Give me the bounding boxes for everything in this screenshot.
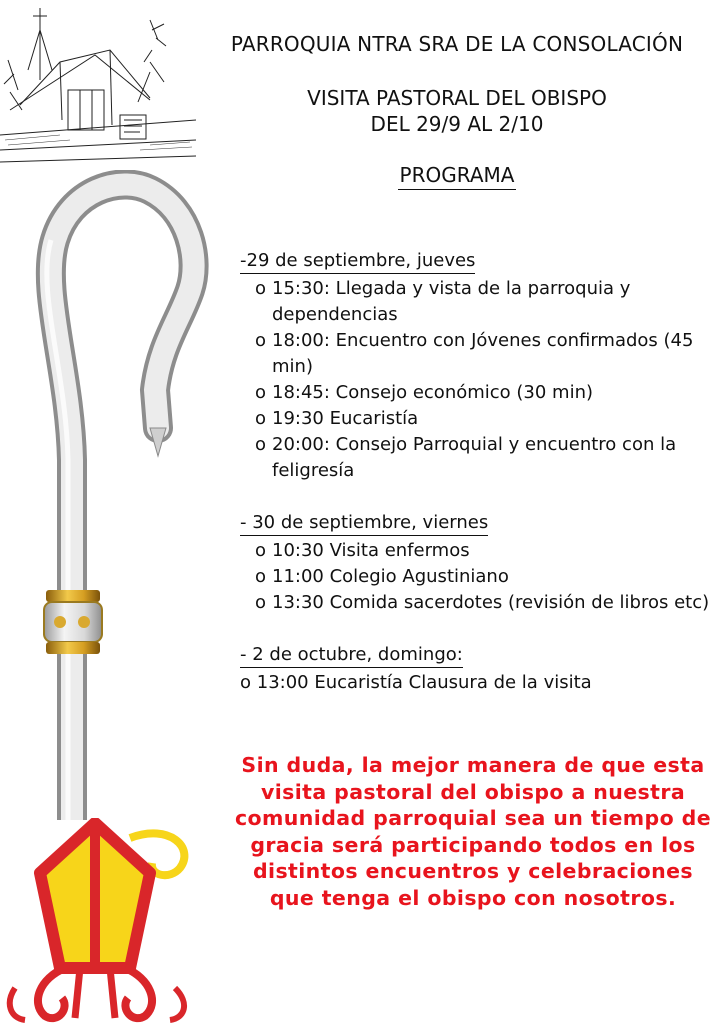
schedule-item	[240, 670, 710, 696]
day-heading: - 2 de octubre, domingo:	[240, 643, 463, 668]
bullet: o	[255, 408, 267, 429]
schedule-item-text: 13:00 Eucaristía Clausura de la visita	[256, 672, 592, 693]
program-schedule	[240, 248, 710, 696]
schedule-item-text: 10:30 Visita enfermos	[272, 540, 470, 561]
day-heading: - 30 de septiembre, viernes	[240, 511, 488, 536]
schedule-item-text: 15:30: Llegada y vista de la parroquia y dependencias	[272, 278, 631, 325]
bullet: o	[255, 566, 267, 587]
mitre-image	[0, 818, 200, 1024]
day-section	[240, 248, 710, 484]
schedule-item-text: 13:30 Comida sacerdotes (revisión de libros etc)	[272, 592, 710, 613]
schedule-item	[240, 276, 710, 328]
schedule-item	[240, 564, 710, 590]
bullet: o	[255, 330, 267, 351]
program-heading-text: PROGRAMA	[398, 163, 517, 190]
parish-title: PARROQUIA NTRA SRA DE LA CONSOLACIÓN	[230, 32, 684, 56]
bullet: o	[255, 278, 267, 299]
schedule-item	[240, 380, 710, 406]
day-heading: -29 de septiembre, jueves	[240, 249, 475, 274]
schedule-item-text: 11:00 Colegio Agustiniano	[272, 566, 509, 587]
schedule-item	[240, 328, 710, 380]
day-section	[240, 510, 710, 616]
bullet: o	[255, 592, 267, 613]
schedule-item-text: 18:00: Encuentro con Jóvenes confirmados (45 min)	[272, 330, 694, 377]
closing-message: Sin duda, la mejor manera de que esta visita pastoral del obispo a nuestra comunidad parroquial sea un tiempo de gracia será participando todos en los distintos encuentros y celebraciones que tenga el obispo con nosotros.	[235, 753, 711, 910]
schedule-item-text: 20:00: Consejo Parroquial y encuentro con la feligresía	[272, 434, 677, 481]
schedule-item-text: 19:30 Eucaristía	[272, 408, 419, 429]
schedule-item	[240, 538, 710, 564]
bullet: o	[255, 434, 267, 455]
visit-title: VISITA PASTORAL DEL OBISPO	[307, 86, 607, 110]
bullet: o	[255, 540, 267, 561]
church-sketch-image	[0, 0, 196, 172]
schedule-item	[240, 590, 710, 616]
schedule-item-text: 18:45: Consejo económico (30 min)	[272, 382, 594, 403]
visit-dates: DEL 29/9 AL 2/10	[370, 112, 544, 136]
bullet: o	[240, 672, 252, 693]
crozier-image	[0, 170, 240, 820]
schedule-item	[240, 432, 710, 484]
schedule-item	[240, 406, 710, 432]
program-heading	[190, 163, 724, 187]
bullet: o	[255, 382, 267, 403]
day-section	[240, 642, 710, 696]
